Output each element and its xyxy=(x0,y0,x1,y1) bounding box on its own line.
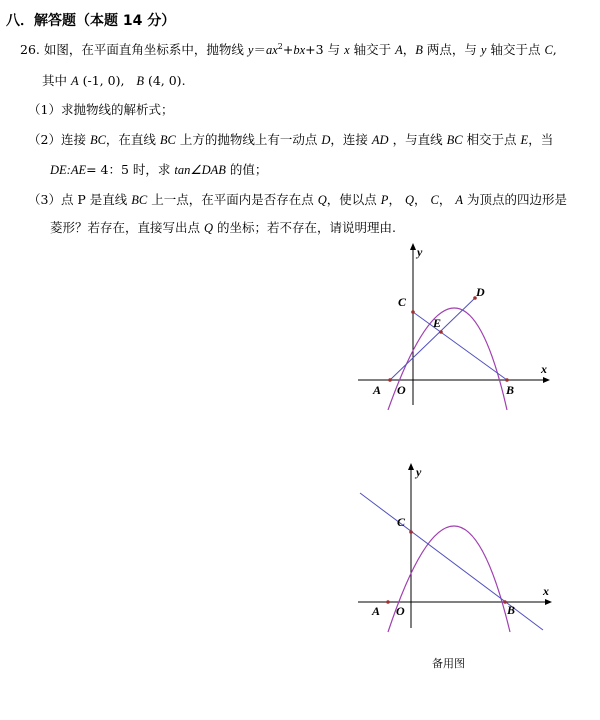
point-c-dot xyxy=(409,530,413,534)
point-q: Q xyxy=(404,193,414,207)
ratio-de-ae: DE:AE xyxy=(50,163,87,177)
equation-const: +3 xyxy=(305,42,324,57)
part-text: ， xyxy=(438,192,452,207)
part-text: （2）连接 xyxy=(28,132,86,147)
label-b: B xyxy=(507,603,516,617)
var-y: y xyxy=(480,43,487,57)
line-bc xyxy=(413,312,507,380)
point-q: Q xyxy=(317,193,327,207)
question-line-1 xyxy=(20,40,557,58)
question-number: 26. xyxy=(20,42,40,57)
label-y: y xyxy=(416,465,422,479)
point-a-dot xyxy=(386,600,390,604)
question-text: 轴交于 xyxy=(353,42,392,57)
point-a: A xyxy=(455,193,463,207)
part-text: ，当 xyxy=(528,132,554,147)
point-c-dot xyxy=(411,310,415,314)
point-d: D xyxy=(321,133,331,147)
figure-1 xyxy=(355,240,565,410)
equation-plus: + xyxy=(282,42,294,57)
part-text: 的坐标；若不存在，请说明理由. xyxy=(217,220,396,235)
part-text: ， xyxy=(413,192,427,207)
part-text: 为顶点的四边形是 xyxy=(466,192,567,207)
point-e-dot xyxy=(439,330,443,334)
question-text: 其中 xyxy=(42,73,68,88)
point-c: C xyxy=(430,193,439,207)
point-b-label: B xyxy=(136,74,144,88)
part-text: ，连接 xyxy=(330,132,368,147)
equation-y: y xyxy=(247,43,254,57)
parabola xyxy=(388,308,507,410)
label-c: C xyxy=(398,295,407,309)
tan-dab: tan∠DAB xyxy=(174,163,226,177)
point-e: E xyxy=(520,133,529,147)
equation-ax: ax xyxy=(265,43,278,57)
label-o: O xyxy=(396,604,405,618)
point-q: Q xyxy=(204,221,214,235)
question-line-2 xyxy=(42,71,186,89)
point-a-coords: (-1, 0), xyxy=(78,73,125,88)
section-title: 八．解答题（本题 14 分） xyxy=(6,13,176,29)
point-p: P xyxy=(380,193,389,207)
equation-exponent: 2 xyxy=(277,41,283,51)
part-2-line-2 xyxy=(50,160,267,178)
label-o: O xyxy=(397,383,406,397)
label-a: A xyxy=(372,604,381,618)
label-y: y xyxy=(417,245,423,259)
line-ad xyxy=(390,298,475,380)
label-c: C xyxy=(397,515,406,529)
label-d: D xyxy=(476,285,485,299)
question-text: 轴交于点 xyxy=(490,42,541,57)
segment-bc: BC xyxy=(89,133,106,147)
part-text: 上一点，在平面内是否存在点 xyxy=(151,192,314,207)
point-a: A xyxy=(395,43,403,57)
question-text: 与 xyxy=(327,42,341,57)
part-text: 上方的抛物线上有一动点 xyxy=(179,132,318,147)
point-b-coords: (4, 0). xyxy=(143,73,186,88)
segment-ad: AD xyxy=(371,133,389,147)
part-text: ，与直线 xyxy=(392,132,443,147)
question-text: 两点，与 xyxy=(426,42,477,57)
part-text: 的值； xyxy=(229,162,268,177)
part-text: ，在直线 xyxy=(105,132,156,147)
part-text: （3）点 P 是直线 xyxy=(28,192,128,207)
figure-2 xyxy=(355,460,565,635)
part-text: 相交于点 xyxy=(466,132,517,147)
label-b: B xyxy=(506,383,515,397)
point-b: B xyxy=(415,43,423,57)
part-text: ， xyxy=(388,192,401,207)
label-x: x xyxy=(543,584,549,598)
part-3-line-1 xyxy=(28,190,567,208)
punct: , xyxy=(552,42,557,57)
part-3-line-2 xyxy=(50,218,396,236)
part-text: ，使以点 xyxy=(326,192,377,207)
equation-equals: ＝ xyxy=(253,42,266,57)
figure-2-caption: 备用图 xyxy=(432,657,465,670)
segment-bc: BC xyxy=(446,133,463,147)
point-c: C xyxy=(544,43,553,57)
line-bc-extended xyxy=(360,493,543,630)
part-text: = 4：5 时，求 xyxy=(86,162,171,177)
var-x: x xyxy=(344,43,350,57)
point-b-dot xyxy=(505,378,509,382)
parabola xyxy=(388,526,510,632)
part-2-line-1 xyxy=(28,130,553,148)
point-a-dot xyxy=(388,378,392,382)
label-a: A xyxy=(373,383,382,397)
point-a-label: A xyxy=(71,74,79,88)
label-x: x xyxy=(541,362,547,376)
part-text: 菱形？若存在，直接写出点 xyxy=(50,220,201,235)
segment-bc: BC xyxy=(131,193,148,207)
comma: ， xyxy=(402,42,416,57)
equation-bx: bx xyxy=(293,43,306,57)
label-e: E xyxy=(433,316,442,330)
question-text: 如图，在平面直角坐标系中，抛物线 xyxy=(43,42,244,57)
segment-bc: BC xyxy=(159,133,176,147)
part-1: （1）求抛物线的解析式； xyxy=(28,102,174,117)
